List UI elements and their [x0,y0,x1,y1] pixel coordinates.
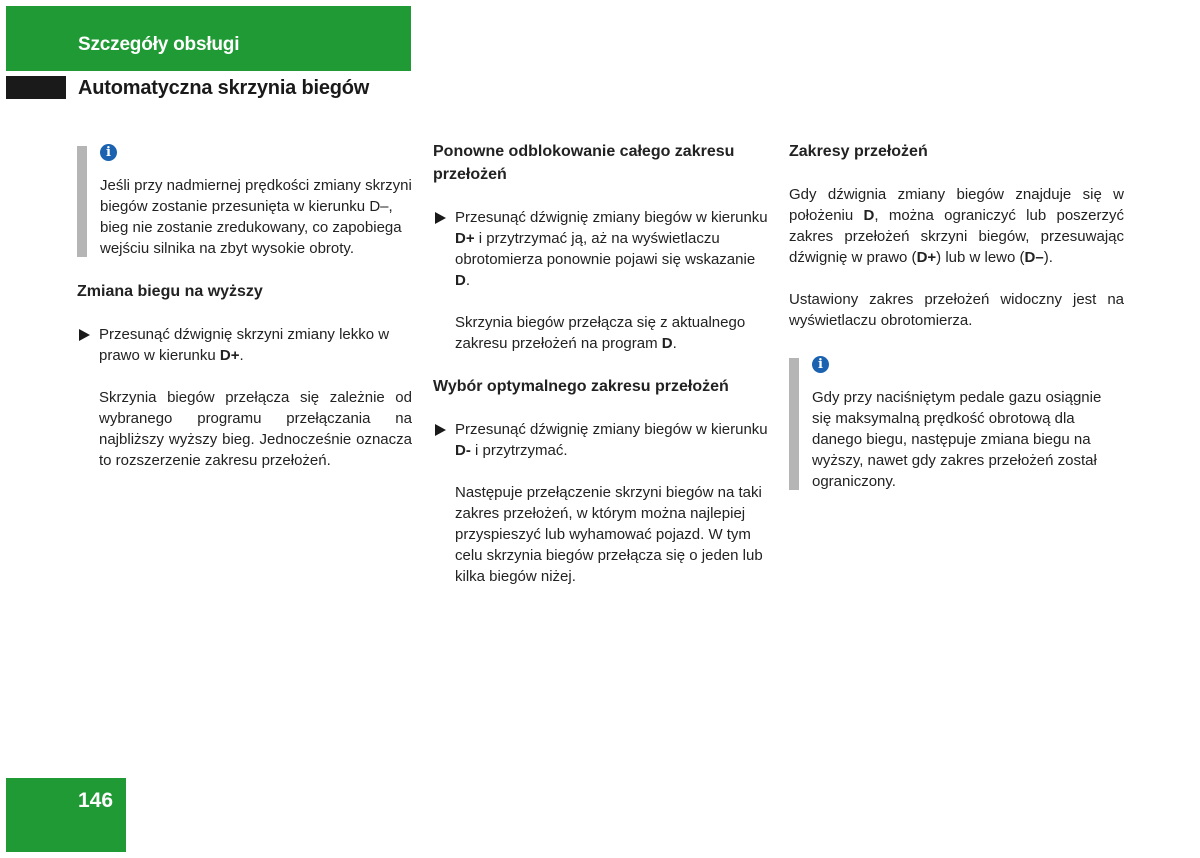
gear-key: D+ [455,230,475,247]
heading-unlock-range: Ponowne odblokowanie całego zakresu przełożeń [433,143,735,183]
step-text: Przesunąć dźwignię zmiany biegów w kierunku [455,421,768,438]
body-text-part: , można ograniczyć lub poszerzyć zakres przełożeń skrzyni biegów, przesuwając dźwignię w prawo ( [789,207,1124,266]
body-text-part: ). [1043,249,1053,266]
section-label: Szczegóły obsługi [78,34,240,55]
instruction-step [433,419,773,461]
gear-key: D- [455,442,471,459]
arrow-right-icon [79,329,90,341]
header-black-marker [6,76,66,99]
result-text [433,312,773,354]
step-text: Przesunąć dźwignię zmiany biegów w kierunku [455,209,768,226]
gear-key: D– [1024,249,1044,266]
info-text: Gdy przy naciśniętym pedale gazu osiągnie się maksymalną prędkość obrotową dla danego biegu, następuje zmiana biegu na wyższy, nawet gdy zakres przełożeń został ograniczony. [812,389,1102,490]
step-text: Przesunąć dźwignię skrzyni zmiany lekko w prawo w kierunku [99,326,390,364]
arrow-right-icon [435,212,446,224]
column-left [77,140,412,471]
instruction-step [77,324,412,366]
body-text [789,184,1124,268]
result-text: Skrzynia biegów przełącza się zależnie od wybranego programu przełączania na najbliższy wyższy bieg. Jednocześnie oznacza to rozszerzenie zakresu przełożeń. [99,389,412,469]
step-text: . [239,347,244,364]
gear-key: D [863,207,875,224]
gear-key: D [455,272,466,289]
gear-key: D+ [916,249,937,266]
info-box [77,144,412,259]
column-right [789,140,1124,492]
info-icon: i [812,356,829,373]
body-text-part: ) lub w lewo ( [936,249,1025,266]
info-box [789,356,1124,492]
result-text-part: Skrzynia biegów przełącza się z aktualnego zakresu przełożeń na program [455,314,746,352]
heading-gear-ranges: Zakresy przełożeń [789,143,928,160]
info-bar [77,146,87,257]
info-icon: i [100,144,117,161]
heading-upshift: Zmiana biegu na wyższy [77,283,263,300]
gear-key: D [661,335,673,352]
step-text: i przytrzymać. [470,442,568,459]
gear-key: D+ [219,347,240,364]
result-text-part: . [672,335,677,352]
info-bar [789,358,799,490]
column-middle [433,140,773,587]
result-text: Następuje przełączenie skrzyni biegów na taki zakres przełożeń, w którym można najlepiej przyspieszyć lub wyhamować pojazd. W tym celu skrzynia biegów przełącza się o jeden lub kilka biegów niżej. [455,484,763,585]
arrow-right-icon [435,424,446,436]
body-text-part: Gdy dźwignia zmiany biegów znajduje się w położeniu [789,186,1124,224]
heading-optimal-range: Wybór optymalnego zakresu przełożeń [433,378,729,395]
info-text: Jeśli przy nadmiernej prędkości zmiany skrzyni biegów zostanie przesunięta w kierunku D–, bieg nie zostanie zredukowany, co zapobiega wejściu silnika na zbyt wysokie obroty. [100,177,412,257]
step-text: i przytrzymać ją, aż na wyświetlaczu obrotomierza ponownie pojawi się wskazanie [455,230,756,268]
body-text: Ustawiony zakres przełożeń widoczny jest na wyświetlaczu obrotomierza. [789,291,1124,329]
page-number: 146 [78,789,114,812]
instruction-step [433,207,773,291]
page-title: Automatyczna skrzynia biegów [78,77,370,99]
step-text: . [465,272,471,289]
